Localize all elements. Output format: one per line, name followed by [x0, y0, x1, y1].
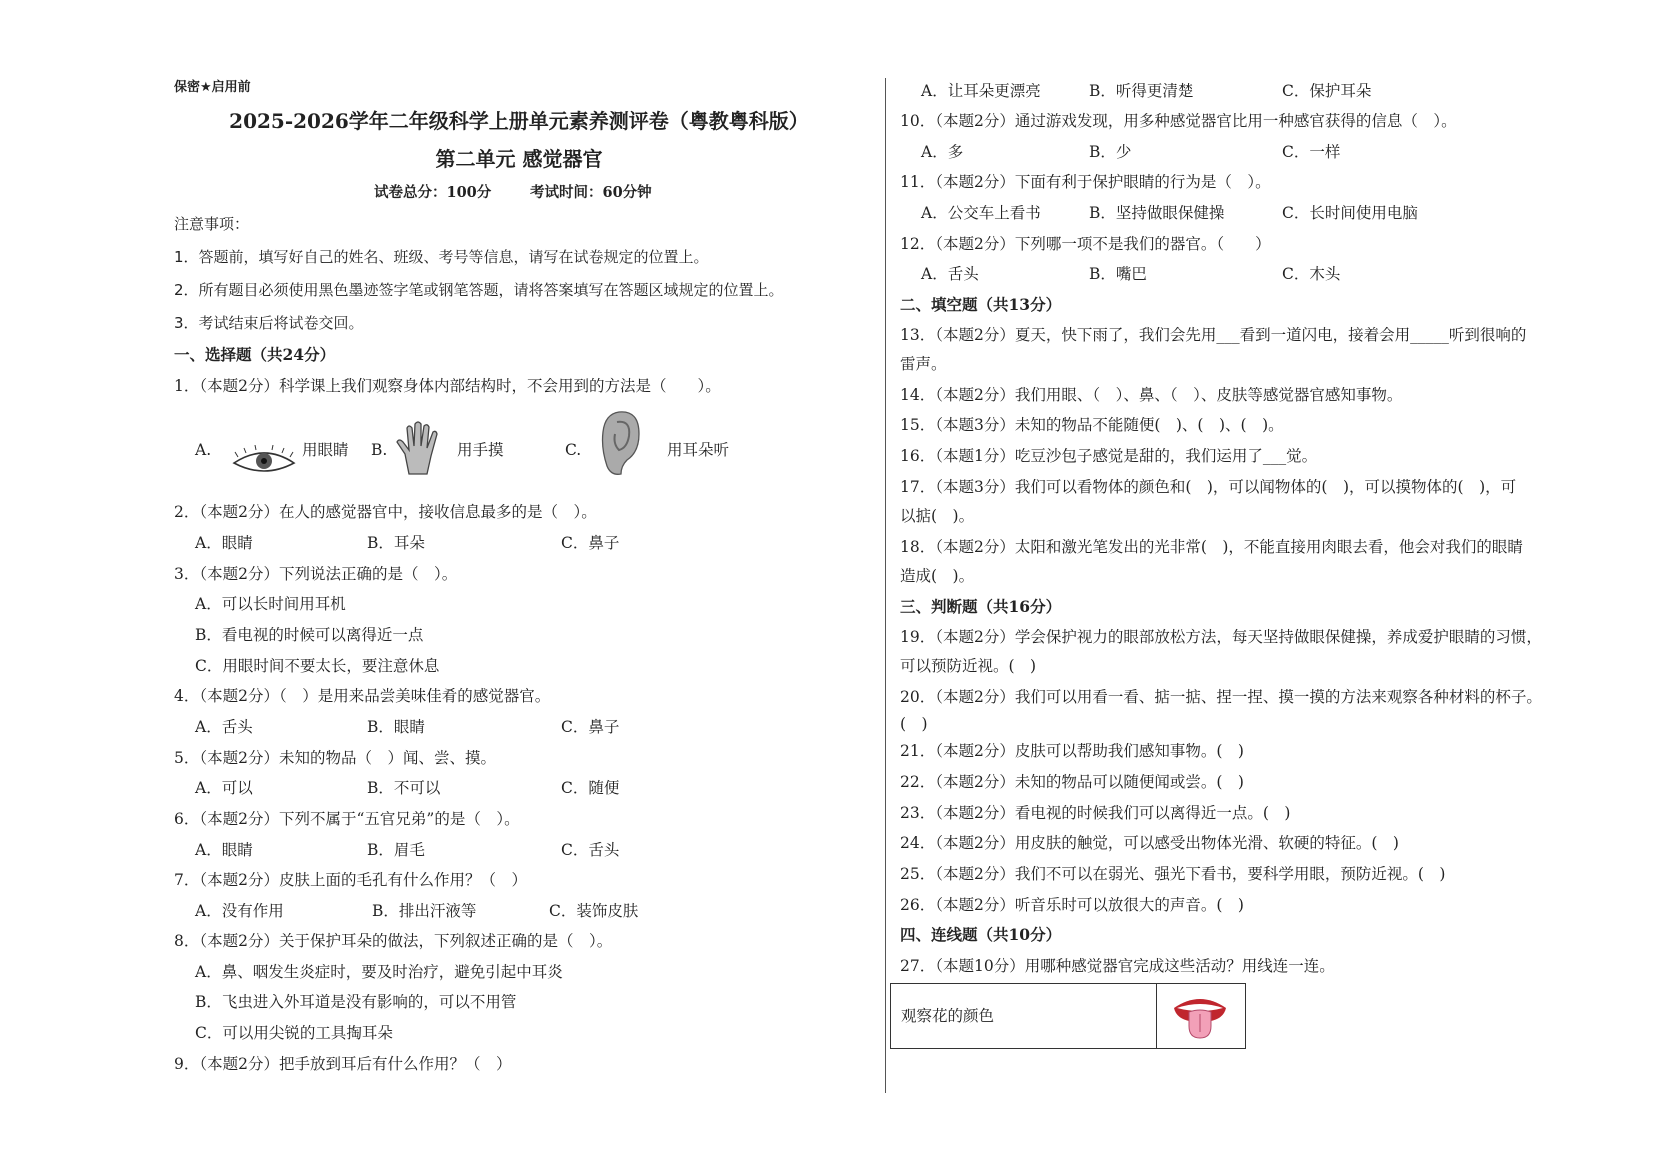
- q1-b-text: 用手摸: [457, 441, 504, 459]
- section2-heading: 二、填空题（共13分）: [900, 295, 1062, 314]
- q9-stem: 9．（本题2分）把手放到耳后有什么作用？（ ）: [174, 1055, 512, 1073]
- q2-b: B．耳朵: [367, 534, 425, 552]
- note-2: 2．所有题目必须使用黑色墨迹签字笔或钢笔答题，请将答案填写在答题区域规定的位置上。: [174, 281, 784, 299]
- q6-c: C．舌头: [561, 841, 620, 859]
- q1-b-letter: B.: [371, 441, 388, 459]
- exam-title: 2025-2026学年二年级科学上册单元素养测评卷（粤教粤科版）: [229, 109, 809, 133]
- q7-a: A．没有作用: [195, 902, 284, 920]
- q8-c: C．可以用尖锐的工具掏耳朵: [195, 1024, 393, 1042]
- secret-label: 保密★启用前: [174, 80, 251, 95]
- q10-c: C．一样: [1282, 143, 1341, 161]
- q5-stem: 5．（本题2分）未知的物品（ ）闻、尝、摸。: [174, 749, 496, 767]
- hand-icon: [395, 420, 443, 476]
- note-1: 1．答题前，填写好自己的姓名、班级、考号等信息，请写在试卷规定的位置上。: [174, 248, 709, 266]
- unit-title: 第二单元 感觉器官: [435, 147, 603, 171]
- q17-line1: 17．（本题3分）我们可以看物体的颜色和( )，可以闻物体的( )，可以摸物体的( )，可: [900, 478, 1517, 496]
- q6-b: B．眉毛: [367, 841, 425, 859]
- q9-b: B．听得更清楚: [1089, 82, 1194, 100]
- q13-line1: 13．（本题2分）夏天，快下雨了，我们会先用___看到一道闪电，接着会用_____听到很响的: [900, 326, 1527, 344]
- q10-stem: 10．（本题2分）通过游戏发现，用多种感觉器官比用一种感官获得的信息（ ）。: [900, 112, 1457, 130]
- q24: 24．（本题2分）用皮肤的触觉，可以感受出物体光滑、软硬的特征。( ): [900, 834, 1399, 852]
- mouth-tongue-icon: [1171, 992, 1229, 1040]
- q3-stem: 3．（本题2分）下列说法正确的是（ ）。: [174, 565, 458, 583]
- q11-a: A．公交车上看书: [921, 204, 1041, 222]
- q2-stem: 2．（本题2分）在人的感觉器官中，接收信息最多的是（ ）。: [174, 503, 597, 521]
- q8-stem: 8．（本题2分）关于保护耳朵的做法，下列叙述正确的是（ ）。: [174, 932, 613, 950]
- q20-line2: ( ): [900, 715, 928, 733]
- q12-stem: 12．（本题2分）下列哪一项不是我们的器官。（ ）: [900, 235, 1271, 253]
- note-3: 3．考试结束后将试卷交回。: [174, 314, 364, 332]
- q1-stem: 1．（本题2分）科学课上我们观察身体内部结构时，不会用到的方法是（ ）。: [174, 377, 721, 395]
- q15: 15．（本题3分）未知的物品不能随便( )、( )、( )。: [900, 416, 1284, 434]
- q5-c: C．随便: [561, 779, 620, 797]
- q4-b: B．眼睛: [367, 718, 425, 736]
- section3-heading: 三、判断题（共16分）: [900, 597, 1062, 616]
- q11-stem: 11．（本题2分）下面有利于保护眼睛的行为是（ ）。: [900, 173, 1271, 191]
- q1-a-letter: A.: [195, 441, 212, 459]
- q2-a: A．眼睛: [195, 534, 253, 552]
- q8-b: B．飞虫进入外耳道是没有影响的，可以不用管: [195, 993, 517, 1011]
- q18-line1: 18．（本题2分）太阳和激光笔发出的光非常( )，不能直接用肉眼去看，他会对我们的眼睛: [900, 538, 1523, 556]
- exam-time: 考试时间：60分钟: [530, 184, 652, 201]
- q16: 16．（本题1分）吃豆沙包子感觉是甜的，我们运用了___觉。: [900, 447, 1318, 465]
- q4-stem: 4．（本题2分）（ ）是用来品尝美味佳肴的感觉器官。: [174, 687, 551, 705]
- q17-line2: 以掂( )。: [900, 507, 975, 525]
- q2-c: C．鼻子: [561, 534, 620, 552]
- q26: 26．（本题2分）听音乐时可以放很大的声音。( ): [900, 896, 1244, 914]
- notes-heading: 注意事项：: [174, 215, 250, 233]
- match-cell-image: [1156, 983, 1246, 1049]
- q5-a: A．可以: [195, 779, 253, 797]
- q3-c: C．用眼时间不要太长，要注意休息: [195, 657, 440, 675]
- q20-line1: 20．（本题2分）我们可以用看一看、掂一掂、捏一捏、摸一摸的方法来观察各种材料的杯子。: [900, 688, 1542, 706]
- ear-icon: [597, 408, 643, 478]
- q6-a: A．眼睛: [195, 841, 253, 859]
- q18-line2: 造成( )。: [900, 567, 975, 585]
- q9-c: C．保护耳朵: [1282, 82, 1372, 100]
- column-divider: [885, 78, 886, 1093]
- q4-a: A．舌头: [195, 718, 253, 736]
- q12-c: C．木头: [1282, 265, 1341, 283]
- q7-c: C．装饰皮肤: [549, 902, 639, 920]
- q3-a: A．可以长时间用耳机: [195, 595, 346, 613]
- q6-stem: 6．（本题2分）下列不属于“五官兄弟”的是（ ）。: [174, 810, 520, 828]
- q4-c: C．鼻子: [561, 718, 620, 736]
- section4-heading: 四、连线题（共10分）: [900, 925, 1062, 944]
- q7-stem: 7．（本题2分）皮肤上面的毛孔有什么作用？（ ）: [174, 871, 527, 889]
- q3-b: B．看电视的时候可以离得近一点: [195, 626, 424, 644]
- q10-b: B．少: [1089, 143, 1132, 161]
- q13-line2: 雷声。: [900, 355, 947, 373]
- section1-heading: 一、选择题（共24分）: [174, 345, 336, 364]
- q11-c: C．长时间使用电脑: [1282, 204, 1418, 222]
- q12-a: A．舌头: [921, 265, 979, 283]
- q1-c-letter: C.: [565, 441, 582, 459]
- match-activity-text: 观察花的颜色: [901, 1007, 995, 1025]
- q25: 25．（本题2分）我们不可以在弱光、强光下看书，要科学用眼，预防近视。( ): [900, 865, 1446, 883]
- q23: 23．（本题2分）看电视的时候我们可以离得近一点。( ): [900, 804, 1291, 822]
- q14: 14．（本题2分）我们用眼、（ ）、鼻、（ ）、皮肤等感觉器官感知事物。: [900, 386, 1403, 404]
- q19-line1: 19．（本题2分）学会保护视力的眼部放松方法，每天坚持做眼保健操，养成爱护眼睛的习惯，: [900, 628, 1542, 646]
- q7-b: B．排出汗液等: [372, 902, 477, 920]
- match-cell-activity: [890, 983, 1157, 1049]
- q1-a-text: 用眼睛: [302, 441, 349, 459]
- q12-b: B．嘴巴: [1089, 265, 1147, 283]
- q19-line2: 可以预防近视。( ): [900, 657, 1037, 675]
- q8-a: A．鼻、咽发生炎症时，要及时治疗，避免引起中耳炎: [195, 963, 563, 981]
- q1-c-text: 用耳朵听: [667, 441, 730, 459]
- eye-icon: [232, 445, 296, 477]
- q22: 22．（本题2分）未知的物品可以随便闻或尝。( ): [900, 773, 1244, 791]
- q10-a: A．多: [921, 143, 964, 161]
- q27-stem: 27．（本题10分）用哪种感觉器官完成这些活动？用线连一连。: [900, 957, 1335, 975]
- q21: 21．（本题2分）皮肤可以帮助我们感知事物。( ): [900, 742, 1244, 760]
- q9-a: A．让耳朵更漂亮: [921, 82, 1041, 100]
- q5-b: B．不可以: [367, 779, 441, 797]
- total-score: 试卷总分：100分: [374, 184, 492, 201]
- q11-b: B．坚持做眼保健操: [1089, 204, 1225, 222]
